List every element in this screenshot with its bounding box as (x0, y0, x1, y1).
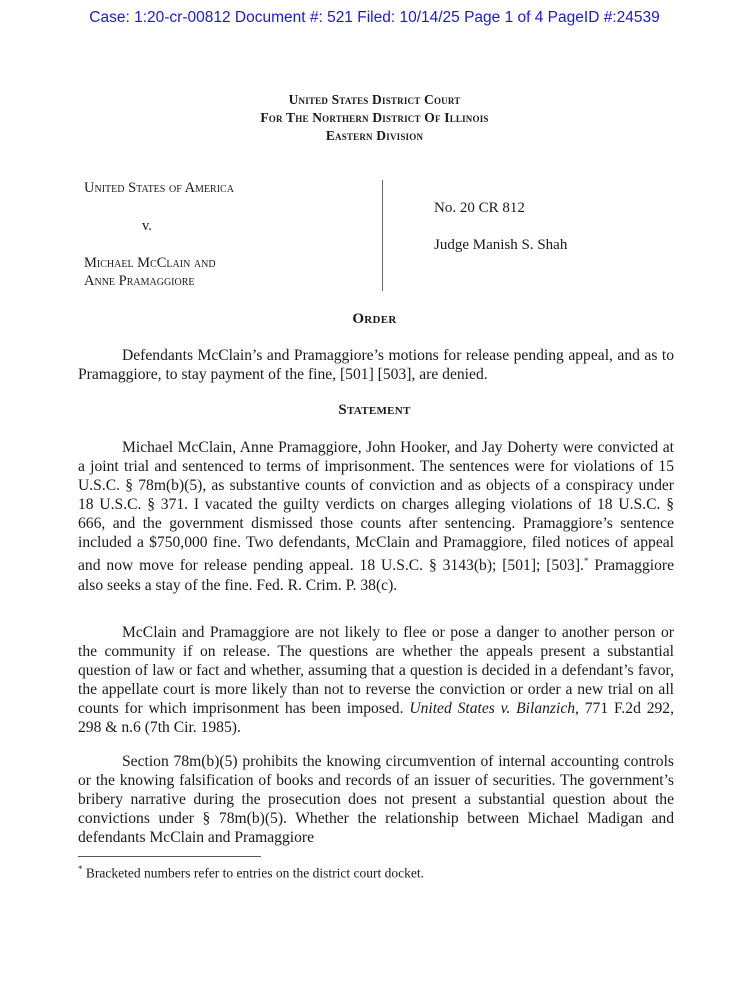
ecf-header-stamp: Case: 1:20-cr-00812 Document #: 521 Filed: 10/14/25 Page 1 of 4 PageID #:24539 (89, 9, 660, 26)
plaintiff-name: United States of America (84, 180, 234, 196)
order-text: Defendants McClain’s and Pramaggiore’s motions for release pending appeal, and as to Pramaggiore, to stay payment of the fine, [501] [503], are denied. (78, 347, 674, 383)
footnote-separator (78, 856, 261, 857)
paragraph-2-text: McClain and Pramaggiore are not likely to flee or pose a danger to another person or the community if on release. The questions are whether the appeals present a substantial question of law or fact and whether, assuming that a question is decided in a defendant’s favor, the appellate court is more likely than not to reverse the conviction or order a new trial on all counts for which imprisonment has been imposed. (78, 624, 674, 717)
caption-divider (382, 180, 383, 291)
statement-heading: Statement (338, 402, 411, 418)
case-number: No. 20 CR 812 (434, 200, 525, 216)
footnote-marker: * (78, 864, 83, 874)
statement-paragraph-2 (78, 624, 674, 737)
footnote-text: Bracketed numbers refer to entries on the district court docket. (82, 865, 425, 881)
defendant-name-line-2: Anne Pramaggiore (84, 273, 195, 289)
footnote (78, 864, 424, 882)
court-name-block (0, 91, 749, 145)
court-line-2: For The Northern District Of Illinois (260, 110, 489, 125)
statement-paragraph-1 (78, 439, 674, 595)
paragraph-1-text: Michael McClain, Anne Pramaggiore, John Hooker, and Jay Doherty were convicted at a joint trial and sentenced to terms of imprisonment. The sentences were for violations of 15 U.S.C. § 78m(b)(5), as substantive counts of conviction and as objects of a conspiracy under 18 U.S.C. § 371. I vacated the guilty verdicts on charges alleging violations of 18 U.S.C. § 666, and the government dismissed those counts after sentencing. Pramaggiore’s sentence included a $750,000 fine. Two defendants, McClain and Pramaggiore, filed notices of appeal and now move for release pending appeal. 18 U.S.C. § 3143(b); [501]; [503]. (78, 439, 674, 575)
paragraph-1-text-after: Pramaggiore also seeks a stay of the fine. Fed. R. Crim. P. 38(c). (78, 557, 674, 594)
order-heading: Order (352, 311, 397, 327)
statement-paragraph-3: Section 78m(b)(5) prohibits the knowing circumvention of internal accounting controls or the knowing falsification of books and records of an issuer of securities. The government’s bribery narrative during the prosecution does not present a substantial question about the convictions under § 78m(b)(5). Whether the relationship between Michael Madigan and defendants McClain and Pramaggiore (78, 753, 674, 846)
judge-name: Judge Manish S. Shah (434, 237, 568, 253)
paragraph-2-text-after: , 771 F.2d 292, 298 & n.6 (7th Cir. 1985). (78, 699, 674, 736)
footnote-reference[interactable]: * (583, 556, 589, 567)
defendant-name-line-1: Michael McClain and (84, 255, 216, 271)
versus-label: v. (142, 218, 152, 234)
court-line-3: Eastern Division (325, 128, 424, 143)
case-citation: United States v. Bilanzich (409, 699, 576, 717)
court-line-1: United States District Court (288, 92, 461, 107)
